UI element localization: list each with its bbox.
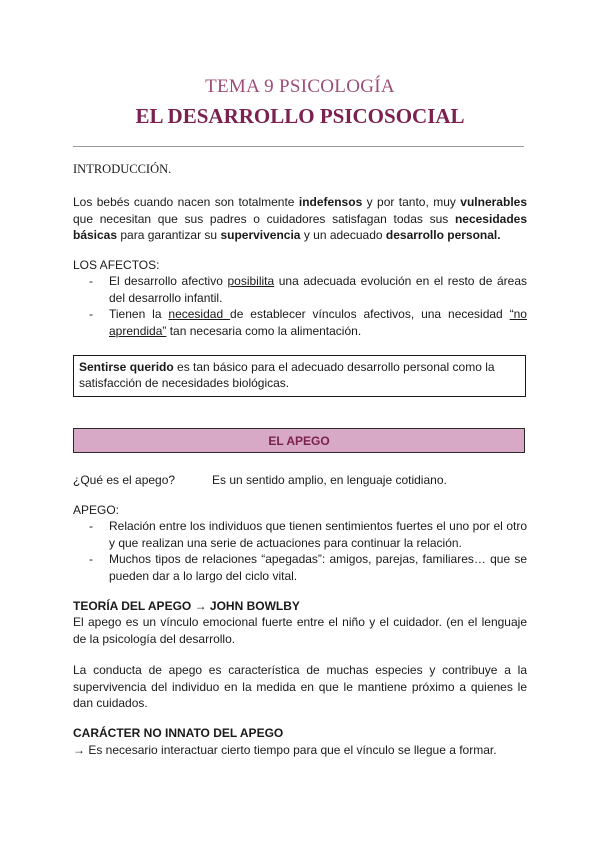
caracter-paragraph: → Es necesario interactuar cierto tiempo para que el vínculo se llegue a formar. xyxy=(73,743,497,757)
intro-paragraph: Los bebés cuando nacen son totalmente indefensos y por tanto, muy vulnerables que necesitan que sus padres o cuidadores satisfagan todas sus necesidades básicas para garantizar su supervivencia y un adecuado desarrollo personal. xyxy=(73,195,527,242)
title-divider xyxy=(73,146,524,147)
doc-subtitle: EL DESARROLLO PSICOSOCIAL xyxy=(135,104,465,128)
afectos-list xyxy=(73,273,527,339)
teoria-paragraph-2: La conducta de apego es característica de muchas especies y contribuye a la supervivencia del individuo en la medida en que le mantiene próximo a quienes le dan cuidados. xyxy=(73,663,527,710)
section-header-apego: EL APEGO xyxy=(73,428,525,453)
afectos-label: LOS AFECTOS: xyxy=(73,258,160,272)
teoria-heading: TEORÍA DEL APEGO → JOHN BOWLBY xyxy=(73,599,300,613)
caracter-heading: CARÁCTER NO INNATO DEL APEGO xyxy=(73,726,284,740)
question-text: ¿Qué es el apego? xyxy=(73,473,176,487)
list-item: - Relación entre los individuos que tienen sentimientos fuertes el uno por el otro y que realizan una serie de actuaciones para continuar la relación. xyxy=(73,518,527,551)
list-item: - El desarrollo afectivo posibilita una adecuada evolución en el resto de áreas del desarrollo infantil. xyxy=(73,273,527,306)
apego-label: APEGO: xyxy=(73,503,120,517)
apego-list xyxy=(73,518,527,584)
teoria-paragraph-1: El apego es un vínculo emocional fuerte entre el niño y el cuidador. (en el lenguaje de la psicología del desarrollo. xyxy=(73,615,527,646)
list-item: - Tienen la necesidad de establecer vínculos afectivos, una necesidad “no aprendida” tan necesaria como la alimentación. xyxy=(73,306,527,339)
list-item: - Muchos tipos de relaciones “apegadas”: amigos, parejas, familiares… que se pueden dar a lo largo del ciclo vital. xyxy=(73,551,527,584)
highlight-box: Sentirse querido es tan básico para el adecuado desarrollo personal como la satisfacción de necesidades biológicas. xyxy=(73,355,526,397)
answer-text: Es un sentido amplio, en lenguaje cotidiano. xyxy=(212,473,447,487)
doc-title: TEMA 9 PSICOLOGÍA xyxy=(205,76,395,97)
intro-heading: INTRODUCCIÓN. xyxy=(73,162,172,176)
